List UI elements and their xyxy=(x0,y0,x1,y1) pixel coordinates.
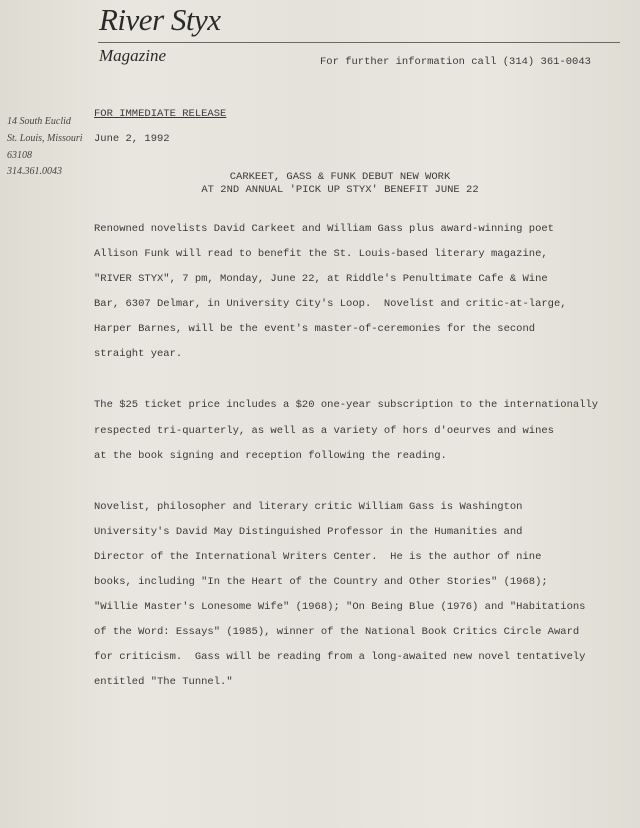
paragraph-3-line: for criticism. Gass will be reading from a long-awaited new novel tentatively xyxy=(94,651,586,663)
paragraph-3-line: of the Word: Essays" (1985), winner of the National Book Critics Circle Award xyxy=(94,626,580,638)
paragraph-3-line: Novelist, philosopher and literary critic William Gass is Washington xyxy=(94,501,523,513)
release-label: FOR IMMEDIATE RELEASE xyxy=(94,108,227,120)
paragraph-1-line: Bar, 6307 Delmar, in University City's Loop. Novelist and critic-at-large, xyxy=(94,298,567,310)
logo-title: River Styx xyxy=(99,2,221,37)
release-date: June 2, 1992 xyxy=(94,133,170,145)
paragraph-3-line: books, including "In the Heart of the Country and Other Stories" (1968); xyxy=(94,576,548,588)
contact-line: For further information call (314) 361-0043 xyxy=(320,56,591,68)
paragraph-1-line: straight year. xyxy=(94,348,183,360)
address-street: 14 South Euclid xyxy=(7,116,71,127)
address-city: St. Louis, Missouri xyxy=(7,133,83,144)
paragraph-3-line: entitled "The Tunnel." xyxy=(94,676,233,688)
letterhead-rule xyxy=(98,42,620,43)
paragraph-2-line: at the book signing and reception following the reading. xyxy=(94,450,447,462)
paragraph-2-line: respected tri-quarterly, as well as a variety of hors d'oeurves and wines xyxy=(94,425,554,437)
logo-subtitle: Magazine xyxy=(99,46,167,65)
paragraph-1-line: Renowned novelists David Carkeet and William Gass plus award-winning poet xyxy=(94,223,554,235)
paragraph-1-line: Harper Barnes, will be the event's master-of-ceremonies for the second xyxy=(94,323,536,335)
paragraph-3-line: University's David May Distinguished Professor in the Humanities and xyxy=(94,526,523,538)
address-zip: 63108 xyxy=(7,150,32,161)
headline-line: CARKEET, GASS & FUNK DEBUT NEW WORK xyxy=(229,171,451,183)
paragraph-2-line: The $25 ticket price includes a $20 one-year subscription to the internationally xyxy=(94,399,599,411)
address-phone: 314.361.0043 xyxy=(7,166,62,177)
paragraph-1-line: "RIVER STYX", 7 pm, Monday, June 22, at Riddle's Penultimate Cafe & Wine xyxy=(94,273,548,285)
paragraph-3-line: Director of the International Writers Center. He is the author of nine xyxy=(94,551,542,563)
paragraph-3-line: "Willie Master's Lonesome Wife" (1968); "On Being Blue (1976) and "Habitations xyxy=(94,601,586,613)
paragraph-1-line: Allison Funk will read to benefit the St. Louis-based literary magazine, xyxy=(94,248,548,260)
headline-line: AT 2ND ANNUAL 'PICK UP STYX' BENEFIT JUNE 22 xyxy=(201,184,479,196)
